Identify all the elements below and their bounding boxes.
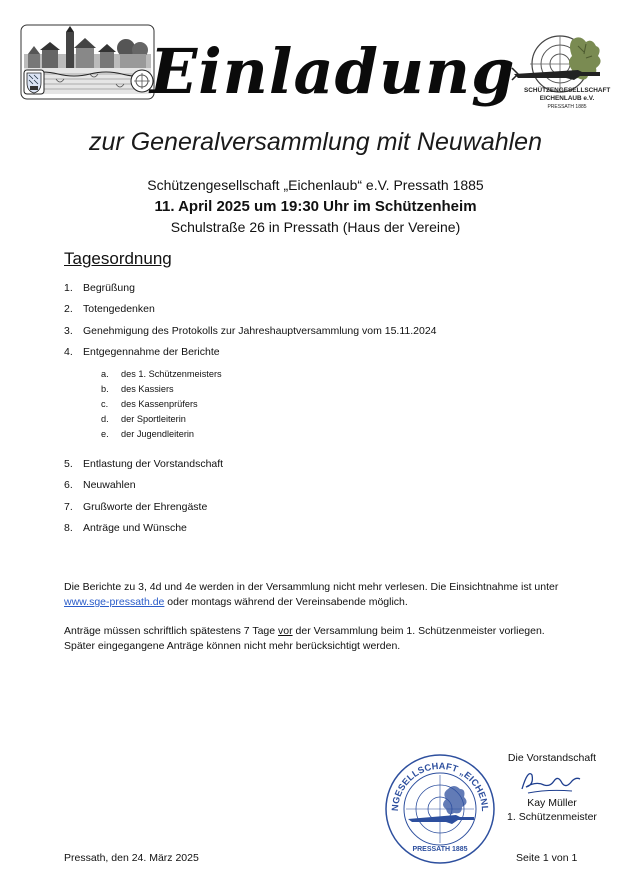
club-logo-line1: SCHÜTZENGESELLSCHAFT [524, 87, 611, 94]
agenda-subitem [101, 429, 194, 439]
agenda-item-number: 2. [64, 303, 73, 315]
website-link[interactable]: www.sge-pressath.de [64, 596, 165, 608]
page-number: Seite 1 von 1 [516, 852, 578, 864]
agenda-subitem [101, 414, 186, 424]
agenda-item-text: Anträge und Wünsche [83, 522, 187, 534]
reports-note-text: Die Berichte zu 3, 4d und 4e werden in der Versammlung nicht mehr verlesen. Die Einsichtnahme ist unter [64, 581, 559, 593]
event-address: Schulstraße 26 in Pressath (Haus der Vereine) [170, 219, 461, 235]
agenda-subitem [101, 369, 222, 379]
club-logo [508, 32, 611, 120]
agenda-item-number: 3. [64, 325, 73, 337]
agenda-item-text: Entgegennahme der Berichte [83, 346, 220, 358]
page-title: Einladung [150, 35, 516, 108]
stamp-arc-text: NGESELLSCHAFT „EICHENL [389, 760, 491, 812]
agenda-item-number: 1. [64, 282, 73, 294]
agenda-subitem-letter: e. [101, 429, 109, 439]
handwritten-signature [514, 765, 588, 797]
place-and-date: Pressath, den 24. März 2025 [64, 852, 199, 864]
club-logo-line3: PRESSATH 1885 [547, 104, 587, 110]
signatory-role: 1. Schützenmeister [507, 811, 597, 823]
svg-text:SCHÜTZENGESELLSCHAFT „EICHENLA [384, 753, 490, 812]
page-subtitle: zur Generalversammlung mit Neuwahlen [89, 128, 542, 156]
signatory-name: Kay Müller [527, 797, 577, 809]
agenda-subitem-text: der Jugendleiterin [121, 429, 195, 439]
agenda-subitem [101, 399, 198, 409]
agenda-item-number: 7. [64, 501, 73, 513]
agenda-subitem [101, 384, 174, 394]
agenda-heading: Tagesordnung [64, 249, 172, 268]
agenda-item-number: 6. [64, 479, 73, 491]
agenda-subitem-letter: d. [101, 414, 109, 424]
agenda-item [64, 325, 437, 337]
organization-name: Schützengesellschaft „Eichenlaub“ e.V. Pressath 1885 [147, 177, 484, 193]
stamp-bottom-text: PRESSATH 1885 [412, 846, 468, 853]
motions-note-suffix: der Versammlung beim 1. Schützenmeister vorliegen. [292, 625, 545, 637]
town-illustration-logo [20, 24, 155, 100]
agenda-item-number: 5. [64, 458, 73, 470]
agenda-item [64, 303, 155, 315]
agenda-subitem-letter: b. [101, 384, 109, 394]
motions-note-text: Anträge müssen schriftlich spätestens 7 Tage [64, 625, 279, 637]
agenda-item [64, 346, 220, 358]
agenda-item-text: Entlastung der Vorstandschaft [83, 458, 224, 470]
agenda-subitem-text: des Kassiers [121, 384, 174, 394]
motions-note [64, 624, 584, 654]
motions-note-emphasis: vor [278, 625, 293, 637]
agenda-item-number: 8. [64, 522, 73, 534]
agenda-subitem-text: des 1. Schützenmeisters [121, 369, 222, 379]
agenda-item-text: Begrüßung [83, 282, 135, 294]
agenda-subitem-letter: a. [101, 369, 109, 379]
event-date-time: 11. April 2025 um 19:30 Uhr im Schützenheim [154, 198, 477, 215]
club-logo-line2: EICHENLAUB e.V. [539, 95, 595, 102]
signature-heading: Die Vorstandschaft [507, 752, 597, 764]
club-stamp [384, 753, 496, 865]
agenda-item [64, 501, 207, 513]
agenda-item-text: Grußworte der Ehrengäste [83, 501, 208, 513]
late-motions-note: Später eingegangene Anträge können nicht mehr berücksichtigt werden. [64, 640, 401, 652]
agenda-subitem-text: des Kassenprüfers [121, 399, 198, 409]
reports-note-suffix: oder montags während der Vereinsabende möglich. [164, 596, 408, 608]
agenda-item [64, 458, 223, 470]
reports-note [64, 580, 584, 610]
agenda-item-text: Neuwahlen [83, 479, 136, 491]
agenda-item-text: Genehmigung des Protokolls zur Jahreshauptversammlung vom 15.11.2024 [83, 325, 437, 337]
agenda-item [64, 479, 136, 491]
agenda-item-text: Totengedenken [83, 303, 155, 315]
agenda-item-number: 4. [64, 346, 73, 358]
agenda-subitem-text: der Sportleiterin [121, 414, 186, 424]
agenda-subitem-letter: c. [101, 399, 109, 409]
agenda-item [64, 282, 135, 294]
agenda-item [64, 522, 187, 534]
